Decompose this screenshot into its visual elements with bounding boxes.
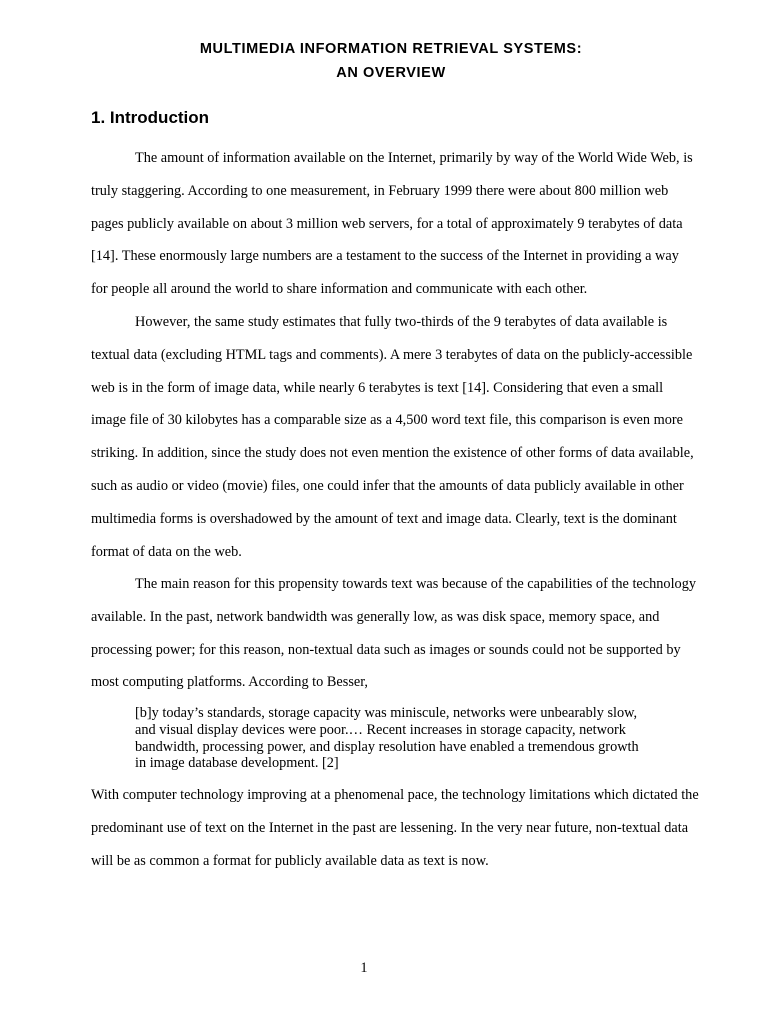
paragraph-line: format of data on the web.	[91, 543, 242, 560]
paragraph-line: striking. In addition, since the study does not even mention the existence of other forms of data available,	[91, 445, 694, 462]
paragraph-line: textual data (excluding HTML tags and comments). A mere 3 terabytes of data on the publicly-accessible	[91, 346, 693, 363]
paragraph-4	[91, 779, 699, 877]
paragraph-2	[91, 306, 694, 568]
paragraph-line: most computing platforms. According to Besser,	[91, 674, 368, 691]
paragraph-line: However, the same study estimates that fully two-thirds of the 9 terabytes of data available is	[135, 314, 668, 330]
paragraph-line: for people all around the world to share information and communicate with each other.	[91, 281, 588, 298]
paragraph-line: multimedia forms is overshadowed by the amount of text and image data. Clearly, text is the dominant	[91, 510, 677, 527]
paragraph-line: web is in the form of image data, while nearly 6 terabytes is text [14]. Considering that even a small	[91, 379, 664, 396]
quote-line: and visual display devices were poor.… Recent increases in storage capacity, network	[135, 721, 626, 738]
paragraph-line: available. In the past, network bandwidth was generally low, as was disk space, memory space, and	[91, 608, 660, 625]
paragraph-1	[91, 142, 691, 306]
section-heading-introduction: 1. Introduction	[91, 108, 210, 127]
paragraph-line: With computer technology improving at a phenomenal pace, the technology limitations which dictated the	[91, 787, 699, 803]
paragraph-line: The amount of information available on the Internet, primarily by way of the World Wide Web, is	[135, 150, 693, 166]
paragraph-line: pages publicly available on about 3 million web servers, for a total of approximately 9 terabytes of data	[91, 215, 683, 232]
paragraph-3	[91, 568, 696, 699]
document-title-line1: MULTIMEDIA INFORMATION RETRIEVAL SYSTEMS:	[199, 41, 583, 57]
paragraph-line: image file of 30 kilobytes has a comparable size as a 4,500 word text file, this comparison is even more	[91, 412, 683, 429]
paragraph-line: such as audio or video (movie) files, one could infer that the amounts of data publicly available in other	[91, 477, 684, 494]
paragraph-line: will be as common a format for publicly available data as text is now.	[91, 852, 489, 869]
block-quote-besser	[135, 705, 655, 772]
page-number: 1	[360, 960, 368, 976]
paragraph-line: predominant use of text on the Internet in the past are lessening. In the very near future, non-textual data	[91, 819, 689, 836]
paragraph-line: [14]. These enormously large numbers are a testament to the success of the Internet in providing a way	[91, 248, 679, 265]
paragraph-line: processing power; for this reason, non-textual data such as images or sounds could not be supported by	[91, 641, 681, 658]
quote-line: bandwidth, processing power, and display resolution have enabled a tremendous growth	[135, 738, 639, 755]
quote-line: [b]y today’s standards, storage capacity was miniscule, networks were unbearably slow,	[135, 705, 638, 721]
document-title-line2: AN OVERVIEW	[336, 65, 446, 81]
quote-line: in image database development. [2]	[135, 755, 339, 772]
paragraph-line: truly staggering. According to one measurement, in February 1999 there were about 800 million web	[91, 182, 669, 199]
paragraph-line: The main reason for this propensity towards text was because of the capabilities of the technology	[135, 576, 696, 592]
